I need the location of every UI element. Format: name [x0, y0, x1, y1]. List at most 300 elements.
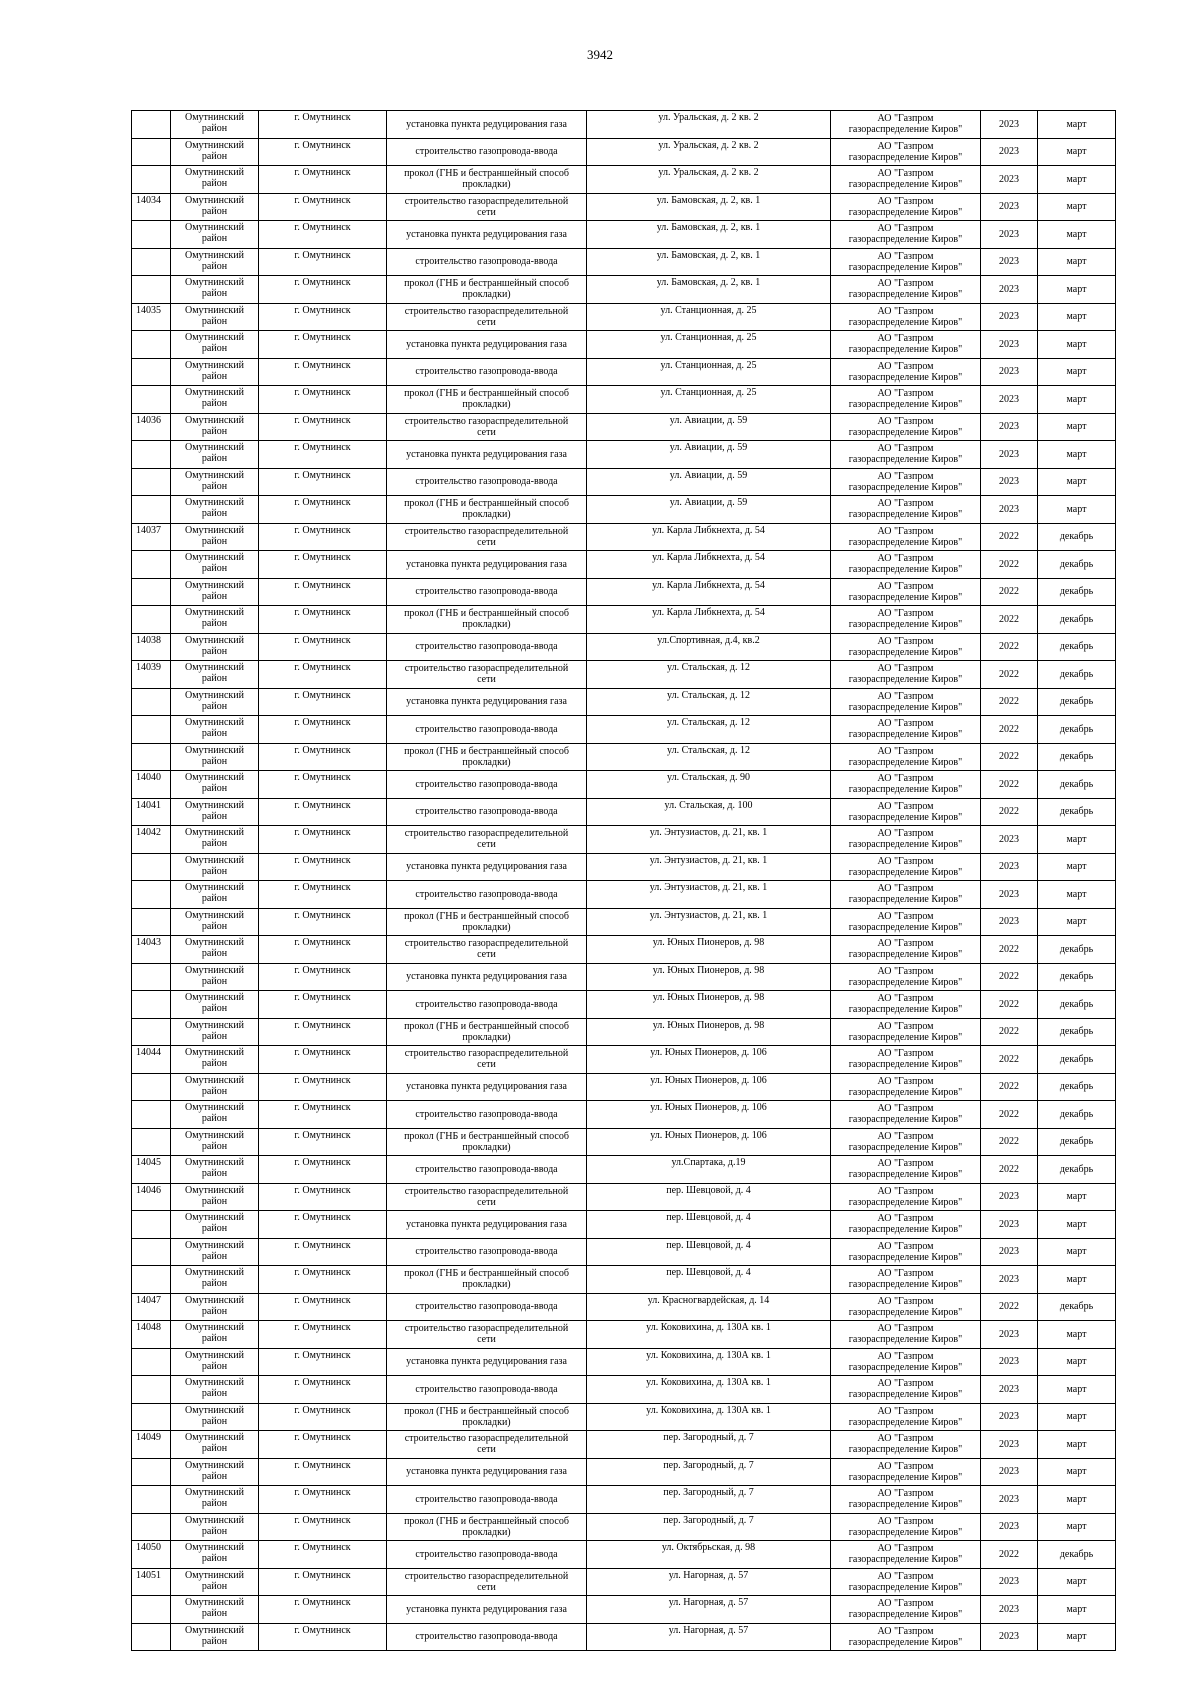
address-cell: ул. Стальская, д. 12: [587, 688, 831, 716]
district-line: район: [201, 755, 228, 767]
address-cell: ул. Стальская, д. 12: [587, 661, 831, 689]
district-cell: [171, 1486, 259, 1514]
address-cell: ул. Станционная, д. 25: [587, 331, 831, 359]
district-line: район: [201, 590, 228, 602]
district-line: район: [201, 1305, 228, 1317]
organization-cell: [831, 331, 981, 359]
organization-line: газораспределение Киров": [848, 289, 963, 301]
district-line: Омутнинский: [185, 1459, 244, 1471]
organization-line: АО "Газпром: [877, 1570, 934, 1582]
table-row: [132, 1293, 1116, 1321]
organization-line: газораспределение Киров": [848, 1636, 963, 1648]
table-row: [132, 413, 1116, 441]
year-cell: 2023: [981, 166, 1038, 194]
district-line: район: [201, 1498, 228, 1509]
address-cell: ул. Энтузиастов, д. 21, кв. 1: [587, 908, 831, 936]
work-type-line: прокол (ГНБ и бестраншейный способ: [404, 498, 569, 510]
work-type-cell: [387, 1486, 587, 1514]
year-cell: 2023: [981, 1486, 1038, 1514]
organization-cell: [831, 111, 981, 139]
work-type-cell: [387, 1183, 587, 1211]
work-type-line: сети: [477, 206, 496, 218]
organization-line: АО "Газпром: [877, 910, 934, 922]
organization-line: АО "Газпром: [877, 1515, 934, 1527]
row-number-cell: [132, 1101, 171, 1129]
organization-cell: [831, 1623, 981, 1651]
organization-cell: [831, 853, 981, 881]
district-line: Омутнинский: [185, 1322, 244, 1333]
address-cell: ул. Бамовская, д. 2, кв. 1: [587, 221, 831, 249]
town-cell: г. Омутнинск: [259, 523, 387, 551]
work-type-line: сети: [477, 1059, 496, 1071]
work-type-line: сети: [477, 426, 496, 438]
table-row: [132, 1156, 1116, 1184]
district-line: Омутнинский: [185, 634, 244, 646]
district-line: Омутнинский: [185, 112, 244, 123]
town-cell: г. Омутнинск: [259, 138, 387, 166]
row-number-cell: 14047: [132, 1293, 171, 1321]
organization-cell: [831, 1376, 981, 1404]
year-cell: 2023: [981, 908, 1038, 936]
organization-cell: [831, 138, 981, 166]
organization-line: АО "Газпром: [877, 525, 934, 537]
district-line: Омутнинский: [185, 1487, 244, 1498]
district-cell: [171, 523, 259, 551]
organization-line: АО "Газпром: [877, 113, 934, 125]
district-cell: [171, 138, 259, 166]
town-cell: г. Омутнинск: [259, 743, 387, 771]
month-cell: март: [1038, 303, 1116, 331]
organization-cell: [831, 248, 981, 276]
town-cell: г. Омутнинск: [259, 303, 387, 331]
organization-cell: [831, 441, 981, 469]
work-type-line: прокладки): [462, 1031, 511, 1043]
work-type-line: прокол (ГНБ и бестраншейный способ: [404, 1020, 569, 1032]
month-cell: март: [1038, 1211, 1116, 1239]
work-type-cell: [387, 771, 587, 799]
row-number-cell: 14037: [132, 523, 171, 551]
town-cell: г. Омутнинск: [259, 1321, 387, 1349]
district-cell: [171, 1403, 259, 1431]
organization-line: АО "Газпром: [877, 1075, 934, 1087]
district-line: Омутнинский: [185, 1514, 244, 1526]
work-type-line: прокол (ГНБ и бестраншейный способ: [404, 910, 569, 922]
month-cell: декабрь: [1038, 743, 1116, 771]
town-cell: г. Омутнинск: [259, 1623, 387, 1651]
district-line: Омутнинский: [185, 689, 244, 701]
organization-line: газораспределение Киров": [848, 1444, 963, 1456]
year-cell: 2023: [981, 1266, 1038, 1294]
work-type-line: прокладки): [462, 756, 511, 768]
work-type-line: сети: [477, 674, 496, 686]
table-row: [132, 606, 1116, 634]
address-cell: ул. Нагорная, д. 57: [587, 1623, 831, 1651]
address-cell: ул. Юных Пионеров, д. 98: [587, 991, 831, 1019]
district-cell: [171, 1596, 259, 1624]
row-number-cell: [132, 248, 171, 276]
year-cell: 2022: [981, 936, 1038, 964]
row-number-cell: [132, 331, 171, 359]
work-type-line: установка пункта редуцирования газа: [406, 696, 567, 708]
work-type-cell: [387, 138, 587, 166]
town-cell: г. Омутнинск: [259, 826, 387, 854]
address-cell: ул.Спортивная, д.4, кв.2: [587, 633, 831, 661]
work-type-line: строительство газопровода-ввода: [415, 586, 558, 598]
district-cell: [171, 853, 259, 881]
address-cell: ул. Юных Пионеров, д. 98: [587, 963, 831, 991]
page-number: 3942: [587, 47, 613, 62]
district-cell: [171, 1458, 259, 1486]
organization-cell: [831, 1348, 981, 1376]
town-cell: г. Омутнинск: [259, 1403, 387, 1431]
town-cell: г. Омутнинск: [259, 881, 387, 909]
district-line: Омутнинский: [185, 304, 244, 316]
month-cell: декабрь: [1038, 523, 1116, 551]
district-line: район: [201, 1085, 228, 1097]
town-cell: г. Омутнинск: [259, 1348, 387, 1376]
work-type-line: прокладки): [462, 1416, 511, 1428]
address-cell: ул. Стальская, д. 90: [587, 771, 831, 799]
year-cell: 2023: [981, 1431, 1038, 1459]
organization-line: АО "Газпром: [877, 415, 934, 427]
district-line: район: [201, 1195, 228, 1207]
work-type-cell: [387, 1513, 587, 1541]
organization-line: АО "Газпром: [877, 360, 934, 372]
organization-line: газораспределение Киров": [848, 701, 963, 713]
year-cell: 2022: [981, 688, 1038, 716]
row-number-cell: 14034: [132, 193, 171, 221]
row-number-cell: [132, 496, 171, 524]
year-cell: 2023: [981, 303, 1038, 331]
row-number-cell: 14041: [132, 798, 171, 826]
organization-line: газораспределение Киров": [848, 1416, 963, 1428]
town-cell: г. Омутнинск: [259, 1513, 387, 1541]
organization-line: АО "Газпром: [877, 828, 934, 840]
work-type-cell: [387, 1128, 587, 1156]
organization-cell: [831, 771, 981, 799]
organization-cell: [831, 1431, 981, 1459]
year-cell: 2023: [981, 248, 1038, 276]
table-row: [132, 1018, 1116, 1046]
work-type-line: прокол (ГНБ и бестраншейный способ: [404, 608, 569, 620]
address-cell: ул. Октябрьская, д. 98: [587, 1541, 831, 1569]
table-body: [132, 111, 1116, 1651]
district-line: район: [201, 1470, 228, 1482]
address-cell: ул. Юных Пионеров, д. 106: [587, 1046, 831, 1074]
organization-cell: [831, 661, 981, 689]
district-line: район: [201, 343, 228, 354]
month-cell: март: [1038, 826, 1116, 854]
district-cell: [171, 716, 259, 744]
organization-line: АО "Газпром: [877, 993, 934, 1005]
address-cell: ул. Юных Пионеров, д. 106: [587, 1073, 831, 1101]
table-row: [132, 688, 1116, 716]
work-type-cell: [387, 1238, 587, 1266]
organization-cell: [831, 908, 981, 936]
address-cell: ул. Авиации, д. 59: [587, 441, 831, 469]
month-cell: март: [1038, 1348, 1116, 1376]
organization-line: газораспределение Киров": [848, 866, 963, 878]
district-cell: [171, 1128, 259, 1156]
district-line: Омутнинский: [185, 194, 244, 206]
district-line: Омутнинский: [185, 1432, 244, 1443]
work-type-line: строительство газораспределительной: [404, 525, 569, 537]
month-cell: декабрь: [1038, 963, 1116, 991]
district-line: Омутнинский: [185, 717, 244, 728]
district-line: район: [201, 618, 228, 629]
district-cell: [171, 881, 259, 909]
work-type-cell: [387, 1018, 587, 1046]
address-cell: ул. Нагорная, д. 57: [587, 1596, 831, 1624]
work-type-cell: [387, 688, 587, 716]
work-type-line: строительство газопровода-ввода: [415, 1548, 558, 1560]
work-type-line: сети: [477, 949, 496, 961]
organization-line: газораспределение Киров": [848, 509, 963, 521]
organization-line: АО "Газпром: [877, 1295, 934, 1307]
work-type-line: строительство газопровода-ввода: [415, 1246, 558, 1258]
table-row: [132, 716, 1116, 744]
address-cell: пер. Шевцовой, д. 4: [587, 1211, 831, 1239]
work-type-cell: [387, 798, 587, 826]
table-row: [132, 1568, 1116, 1596]
work-type-line: установка пункта редуцирования газа: [406, 448, 567, 460]
work-type-line: сети: [477, 1196, 496, 1208]
organization-cell: [831, 1266, 981, 1294]
month-cell: март: [1038, 908, 1116, 936]
table-row: [132, 468, 1116, 496]
month-cell: март: [1038, 1513, 1116, 1541]
work-type-line: установка пункта редуцирования газа: [406, 228, 567, 240]
work-type-cell: [387, 1541, 587, 1569]
address-cell: ул. Уральская, д. 2 кв. 2: [587, 111, 831, 139]
address-cell: пер. Загородный, д. 7: [587, 1458, 831, 1486]
district-cell: [171, 1348, 259, 1376]
district-line: район: [201, 260, 228, 272]
organization-line: АО "Газпром: [877, 635, 934, 647]
table-row: [132, 1183, 1116, 1211]
organization-line: газораспределение Киров": [848, 1004, 963, 1016]
month-cell: март: [1038, 221, 1116, 249]
month-cell: март: [1038, 193, 1116, 221]
district-line: район: [201, 1360, 228, 1372]
organization-line: газораспределение Киров": [848, 1471, 963, 1483]
district-cell: [171, 1541, 259, 1569]
organization-cell: [831, 468, 981, 496]
row-number-cell: [132, 578, 171, 606]
work-type-line: сети: [477, 316, 496, 328]
town-cell: г. Омутнинск: [259, 193, 387, 221]
organization-line: АО "Газпром: [877, 168, 934, 180]
organization-line: газораспределение Киров": [848, 399, 963, 411]
town-cell: г. Омутнинск: [259, 688, 387, 716]
organization-line: газораспределение Киров": [848, 1086, 963, 1098]
district-line: район: [201, 1140, 228, 1152]
district-line: Омутнинский: [185, 882, 244, 893]
address-cell: ул. Юных Пионеров, д. 106: [587, 1128, 831, 1156]
month-cell: март: [1038, 1376, 1116, 1404]
year-cell: 2022: [981, 771, 1038, 799]
year-cell: 2023: [981, 1513, 1038, 1541]
district-cell: [171, 743, 259, 771]
address-cell: ул. Юных Пионеров, д. 106: [587, 1101, 831, 1129]
district-line: район: [201, 1388, 228, 1399]
organization-line: АО "Газпром: [877, 1625, 934, 1637]
work-type-line: строительство газопровода-ввода: [415, 641, 558, 653]
organization-line: АО "Газпром: [877, 1240, 934, 1252]
organization-cell: [831, 1486, 981, 1514]
work-type-line: установка пункта редуцирования газа: [406, 338, 567, 350]
work-type-line: установка пункта редуцирования газа: [406, 1466, 567, 1478]
district-line: район: [201, 1223, 228, 1234]
year-cell: 2022: [981, 716, 1038, 744]
organization-line: газораспределение Киров": [848, 1196, 963, 1208]
year-cell: 2023: [981, 496, 1038, 524]
district-line: район: [201, 1278, 228, 1289]
district-line: Омутнинский: [185, 1624, 244, 1636]
district-cell: [171, 1293, 259, 1321]
work-type-line: прокладки): [462, 1279, 511, 1291]
district-line: район: [201, 673, 228, 684]
town-cell: г. Омутнинск: [259, 1238, 387, 1266]
organization-line: АО "Газпром: [877, 250, 934, 262]
organization-line: газораспределение Киров": [848, 591, 963, 603]
district-line: район: [201, 865, 228, 877]
district-cell: [171, 276, 259, 304]
table-row: [132, 523, 1116, 551]
organization-cell: [831, 1238, 981, 1266]
organization-cell: [831, 688, 981, 716]
organization-line: газораспределение Киров": [848, 756, 963, 768]
row-number-cell: [132, 1073, 171, 1101]
work-type-line: строительство газопровода-ввода: [415, 1493, 558, 1505]
organization-line: газораспределение Киров": [848, 1609, 963, 1621]
organization-line: АО "Газпром: [877, 580, 934, 592]
month-cell: декабрь: [1038, 936, 1116, 964]
organization-line: газораспределение Киров": [848, 1554, 963, 1566]
table-row: [132, 1623, 1116, 1651]
organization-line: газораспределение Киров": [848, 564, 963, 576]
district-line: район: [201, 150, 228, 162]
year-cell: 2023: [981, 881, 1038, 909]
work-type-line: строительство газопровода-ввода: [415, 778, 558, 790]
table-row: [132, 1046, 1116, 1074]
district-line: район: [201, 700, 228, 712]
table-row: [132, 881, 1116, 909]
work-type-line: прокладки): [462, 619, 511, 631]
month-cell: март: [1038, 248, 1116, 276]
district-line: район: [201, 123, 228, 134]
month-cell: март: [1038, 111, 1116, 139]
year-cell: 2023: [981, 111, 1038, 139]
district-line: Омутнинский: [185, 937, 244, 948]
organization-line: газораспределение Киров": [848, 151, 963, 163]
address-cell: пер. Шевцовой, д. 4: [587, 1183, 831, 1211]
district-line: Омутнинский: [185, 854, 244, 866]
district-cell: [171, 1156, 259, 1184]
row-number-cell: 14036: [132, 413, 171, 441]
district-cell: [171, 1431, 259, 1459]
town-cell: г. Омутнинск: [259, 331, 387, 359]
year-cell: 2022: [981, 1046, 1038, 1074]
table-row: [132, 331, 1116, 359]
district-line: Омутнинский: [185, 992, 244, 1003]
district-cell: [171, 441, 259, 469]
month-cell: декабрь: [1038, 1073, 1116, 1101]
work-type-line: строительство газораспределительной: [404, 1048, 569, 1060]
table-row: [132, 248, 1116, 276]
work-type-cell: [387, 413, 587, 441]
town-cell: г. Омутнинск: [259, 1156, 387, 1184]
table-row: [132, 908, 1116, 936]
row-number-cell: [132, 908, 171, 936]
year-cell: 2022: [981, 1541, 1038, 1569]
organization-line: газораспределение Киров": [848, 1306, 963, 1318]
organization-line: газораспределение Киров": [848, 261, 963, 273]
table-row: [132, 963, 1116, 991]
month-cell: декабрь: [1038, 1128, 1116, 1156]
table-row: [132, 221, 1116, 249]
district-line: Омутнинский: [185, 332, 244, 343]
organization-cell: [831, 523, 981, 551]
work-type-line: прокол (ГНБ и бестраншейный способ: [404, 278, 569, 290]
district-cell: [171, 826, 259, 854]
organization-line: АО "Газпром: [877, 773, 934, 785]
work-type-cell: [387, 1073, 587, 1101]
organization-cell: [831, 1018, 981, 1046]
district-line: район: [201, 1333, 228, 1344]
work-type-line: строительство газопровода-ввода: [415, 1108, 558, 1120]
month-cell: декабрь: [1038, 771, 1116, 799]
organization-line: АО "Газпром: [877, 388, 934, 400]
table-row: [132, 1541, 1116, 1569]
district-line: район: [201, 508, 228, 519]
organization-line: газораспределение Киров": [848, 206, 963, 218]
year-cell: 2022: [981, 963, 1038, 991]
month-cell: декабрь: [1038, 1101, 1116, 1129]
month-cell: декабрь: [1038, 1046, 1116, 1074]
organization-cell: [831, 963, 981, 991]
organization-line: АО "Газпром: [877, 1460, 934, 1472]
work-type-line: установка пункта редуцирования газа: [406, 971, 567, 983]
year-cell: 2023: [981, 1348, 1038, 1376]
address-cell: ул. Авиации, д. 59: [587, 413, 831, 441]
table-row: [132, 743, 1116, 771]
district-line: район: [201, 728, 228, 739]
address-cell: ул. Стальская, д. 100: [587, 798, 831, 826]
month-cell: декабрь: [1038, 606, 1116, 634]
row-number-cell: [132, 221, 171, 249]
organization-line: АО "Газпром: [877, 1158, 934, 1170]
organization-line: АО "Газпром: [877, 745, 934, 757]
row-number-cell: [132, 166, 171, 194]
address-cell: ул. Юных Пионеров, д. 98: [587, 936, 831, 964]
organization-line: АО "Газпром: [877, 470, 934, 482]
work-type-line: установка пункта редуцирования газа: [406, 1603, 567, 1615]
town-cell: г. Омутнинск: [259, 551, 387, 579]
month-cell: март: [1038, 496, 1116, 524]
town-cell: г. Омутнинск: [259, 111, 387, 139]
table-row: [132, 1128, 1116, 1156]
table-row: [132, 1403, 1116, 1431]
district-line: Омутнинский: [185, 524, 244, 536]
address-cell: пер. Загородный, д. 7: [587, 1486, 831, 1514]
town-cell: г. Омутнинск: [259, 1486, 387, 1514]
address-cell: ул. Энтузиастов, д. 21, кв. 1: [587, 881, 831, 909]
district-cell: [171, 1266, 259, 1294]
work-type-cell: [387, 633, 587, 661]
district-line: Омутнинский: [185, 1157, 244, 1168]
table-row: [132, 193, 1116, 221]
